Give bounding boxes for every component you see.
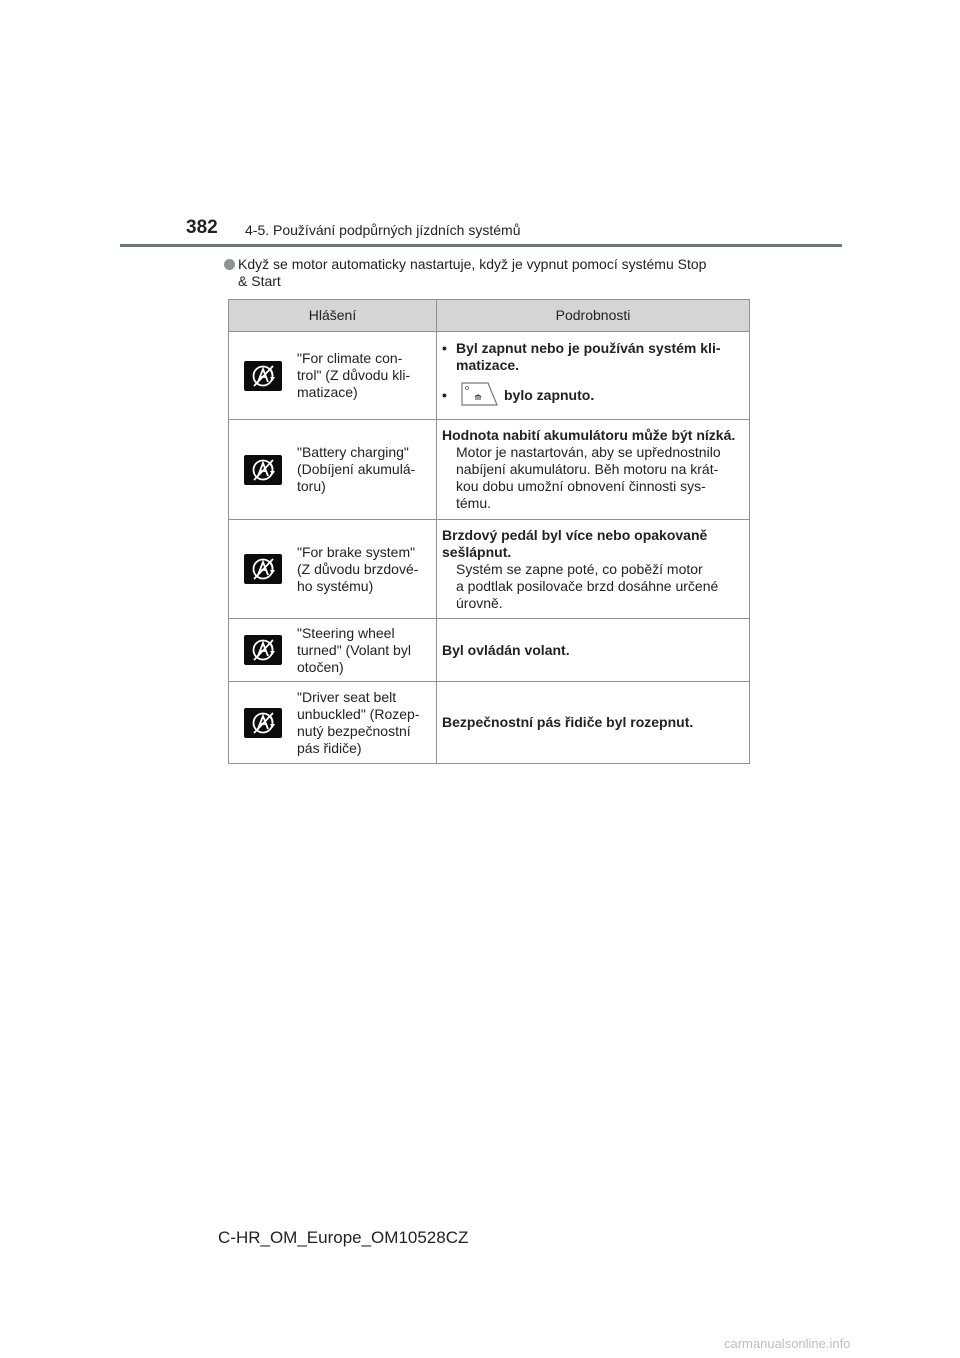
table-row (229, 420, 750, 520)
message-cell (229, 520, 437, 619)
document-code: C-HR_OM_Europe_OM10528CZ (218, 1228, 469, 1247)
message-cell (229, 682, 437, 764)
intro-line-1: Když se motor automaticky nastartuje, když je vypnut pomocí systému Stop (238, 256, 707, 272)
column-header-message: Hlášení (229, 300, 437, 332)
detail-cell (437, 332, 750, 420)
message-text: "For brake system" (Z důvodu brzdové- ho systému) (297, 543, 419, 594)
stop-start-off-icon (244, 361, 282, 391)
bullet-icon (224, 259, 235, 270)
header-divider (120, 244, 842, 247)
detail-bullet: • bylo zapnuto. (442, 380, 747, 412)
intro-line-2: & Start (238, 273, 281, 289)
message-text: "Driver seat belt unbuckled" (Rozep- nutý bezpečnostní pás řidiče) (297, 688, 420, 756)
detail-cell: Brzdový pedál byl více nebo opakovaně sešlápnut. Systém se zapne poté, co poběží motor a podtlak posilovače brzd dosáhne určené úrovně. (437, 520, 750, 619)
message-text: "Battery charging" (Dobíjení akumulá- toru) (297, 444, 416, 494)
table-row (229, 520, 750, 619)
stop-start-off-icon (244, 554, 282, 584)
message-text: "For climate con- trol" (Z důvodu kli- matizace) (297, 350, 411, 400)
detail-bullet: • Byl zapnut nebo je používán systém kli- matizace. (442, 339, 721, 373)
message-cell (229, 332, 437, 420)
stop-start-off-icon (244, 708, 282, 738)
table-row (229, 332, 750, 420)
section-title: 4-5. Používání podpůrných jízdních systémů (245, 222, 521, 238)
message-text: "Steering wheel turned" (Volant byl otočen) (297, 624, 411, 675)
intro-bullet (224, 256, 754, 290)
detail-cell: Bezpečnostní pás řidiče byl rozepnut. (437, 682, 750, 764)
table-row (229, 682, 750, 764)
message-cell (229, 619, 437, 682)
detail-cell: Hodnota nabití akumulátoru může být nízká. Motor je nastartován, aby se upřednostnilo nabíjení akumulátoru. Běh motoru na krát- kou dobu umožní obnovení činnosti sys- tému. (437, 420, 750, 520)
defroster-switch-icon (458, 380, 500, 412)
detail-cell: Byl ovládán volant. (437, 619, 750, 682)
table-row (229, 619, 750, 682)
message-table (228, 299, 750, 764)
stop-start-off-icon (244, 635, 282, 665)
watermark[interactable]: carmanualsonline.info (724, 1336, 851, 1351)
column-header-details: Podrobnosti (437, 300, 750, 332)
table-header-row (229, 300, 750, 332)
message-cell (229, 420, 437, 520)
stop-start-off-icon (244, 455, 282, 485)
page-number: 382 (186, 217, 218, 238)
